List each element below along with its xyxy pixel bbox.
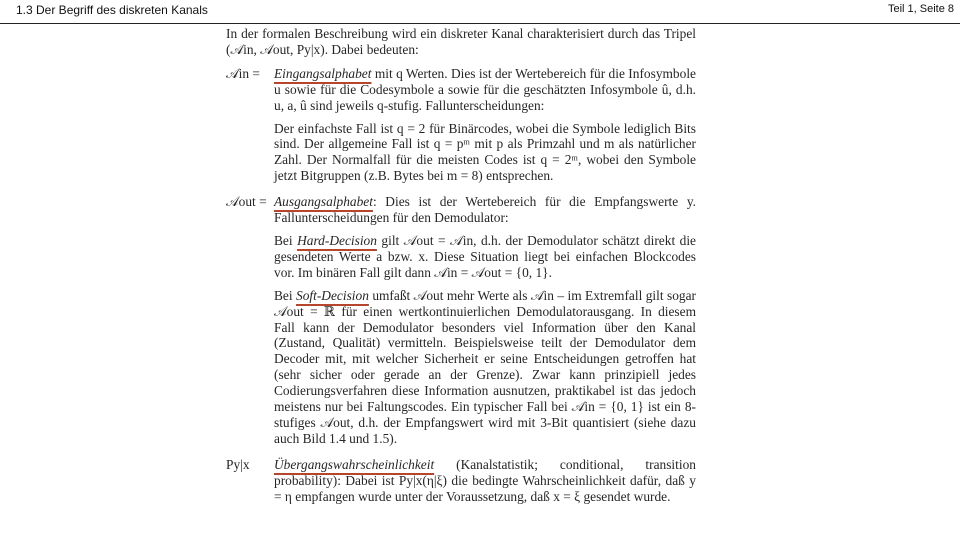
ain-detail: Der einfachste Fall ist q = 2 für Binärcodes, wobei die Symbole lediglich Bits sind. Der allgemeine Fall ist q = pᵐ mit p als Primzahl und m als natürlicher Zahl. Der Normalfall für die meisten Codes ist q = 2ᵐ, wobei den Symbole jetzt Bitgruppen (z.B. Bytes bei m = 8) entsprechen. <box>274 120 696 184</box>
entry-ain <box>226 66 696 114</box>
pyx-text: (Kanalstatistik; conditional, transition probability): Dabei ist Py|x(η|ξ) die bedingte Wahrscheinlichkeit dafür, daß y = η empfangen wurde unter der Voraussetzung, daß x = ξ gesendet wurde. <box>274 456 696 504</box>
slide-header <box>0 0 960 23</box>
slide-title: 1.3 Der Begriff des diskreten Kanals <box>16 3 208 17</box>
soft-prefix: Bei <box>274 287 297 303</box>
intro-paragraph: In der formalen Beschreibung wird ein diskreter Kanal charakterisiert durch das Tripel (𝒜in, 𝒜out, Py|x). Dabei bedeuten: <box>226 26 696 57</box>
pyx-symbol: Py|x <box>226 456 250 472</box>
ain-text: mit q Werten. Dies ist der Wertebereich für die Infosymbole u sowie für die Codesymbole a sowie für die geschätzten Infosymbole û, d.h. u, a, û sind jeweils q-stufig. Fallunterscheidungen: <box>274 65 696 113</box>
soft-decision-text: umfaßt 𝒜out mehr Werte als 𝒜in – im Extremfall gilt sogar 𝒜out = ℝ für einen wertkontinuierlichen Demodulatorausgang. In diesem Fall kann der Demodulator besonders viel Information über den Kanal (Zustand, Qualität) vermitteln. Beispielsweise teilt der Demodulator dem Decoder mit, mit welcher Sicherheit er seine Entscheidungen getroffen hat (sehr sicher oder gerade an der Grenze). Zwar kann prinzipiell jedes Codierungsverfahren diese Information ausnutzen, praktikabel ist das jedoch meistens nur bei Faltungscodes. Ein typischer Fall bei 𝒜in = {0, 1} ist ein 8-stufiges 𝒜out, d.h. der Empfangswert wird mit 3-Bit quantisiert (siehe dazu auch Bild 1.4 und 1.5). <box>274 287 696 446</box>
page-indicator: Teil 1, Seite 8 <box>887 3 954 15</box>
entry-pyx <box>226 457 696 505</box>
aout-symbol: 𝒜out = <box>226 194 267 210</box>
hard-prefix: Bei <box>274 232 298 248</box>
ain-symbol: 𝒜in = <box>226 65 260 81</box>
aout-description <box>274 194 696 226</box>
document-body <box>226 26 696 504</box>
hard-decision-text: gilt 𝒜out = 𝒜in, d.h. der Demodulator schätzt direkt die gesendeten Werte a bzw. x. Diese Situation liegt bei einfachen Blockcodes vor. Im binären Fall gilt dann 𝒜in = 𝒜out = {0, 1}. <box>274 232 697 280</box>
aout-term: Ausgangsalphabet <box>274 194 373 210</box>
ain-description <box>274 66 696 114</box>
hard-decision-paragraph <box>274 233 696 281</box>
pyx-term: Übergangswahrscheinlichkeit <box>274 456 435 472</box>
ain-term: Eingangsalphabet <box>274 65 372 81</box>
hard-decision-term: Hard-Decision <box>297 232 377 248</box>
soft-decision-term: Soft-Decision <box>296 287 369 303</box>
aout-text: : Dies ist der Wertebereich für die Empfangswerte y. Fallunterscheidungen für den Demodulator: <box>274 194 696 226</box>
soft-decision-paragraph <box>274 288 696 447</box>
header-divider <box>0 23 960 24</box>
entry-aout <box>226 194 696 226</box>
pyx-description <box>274 457 696 505</box>
